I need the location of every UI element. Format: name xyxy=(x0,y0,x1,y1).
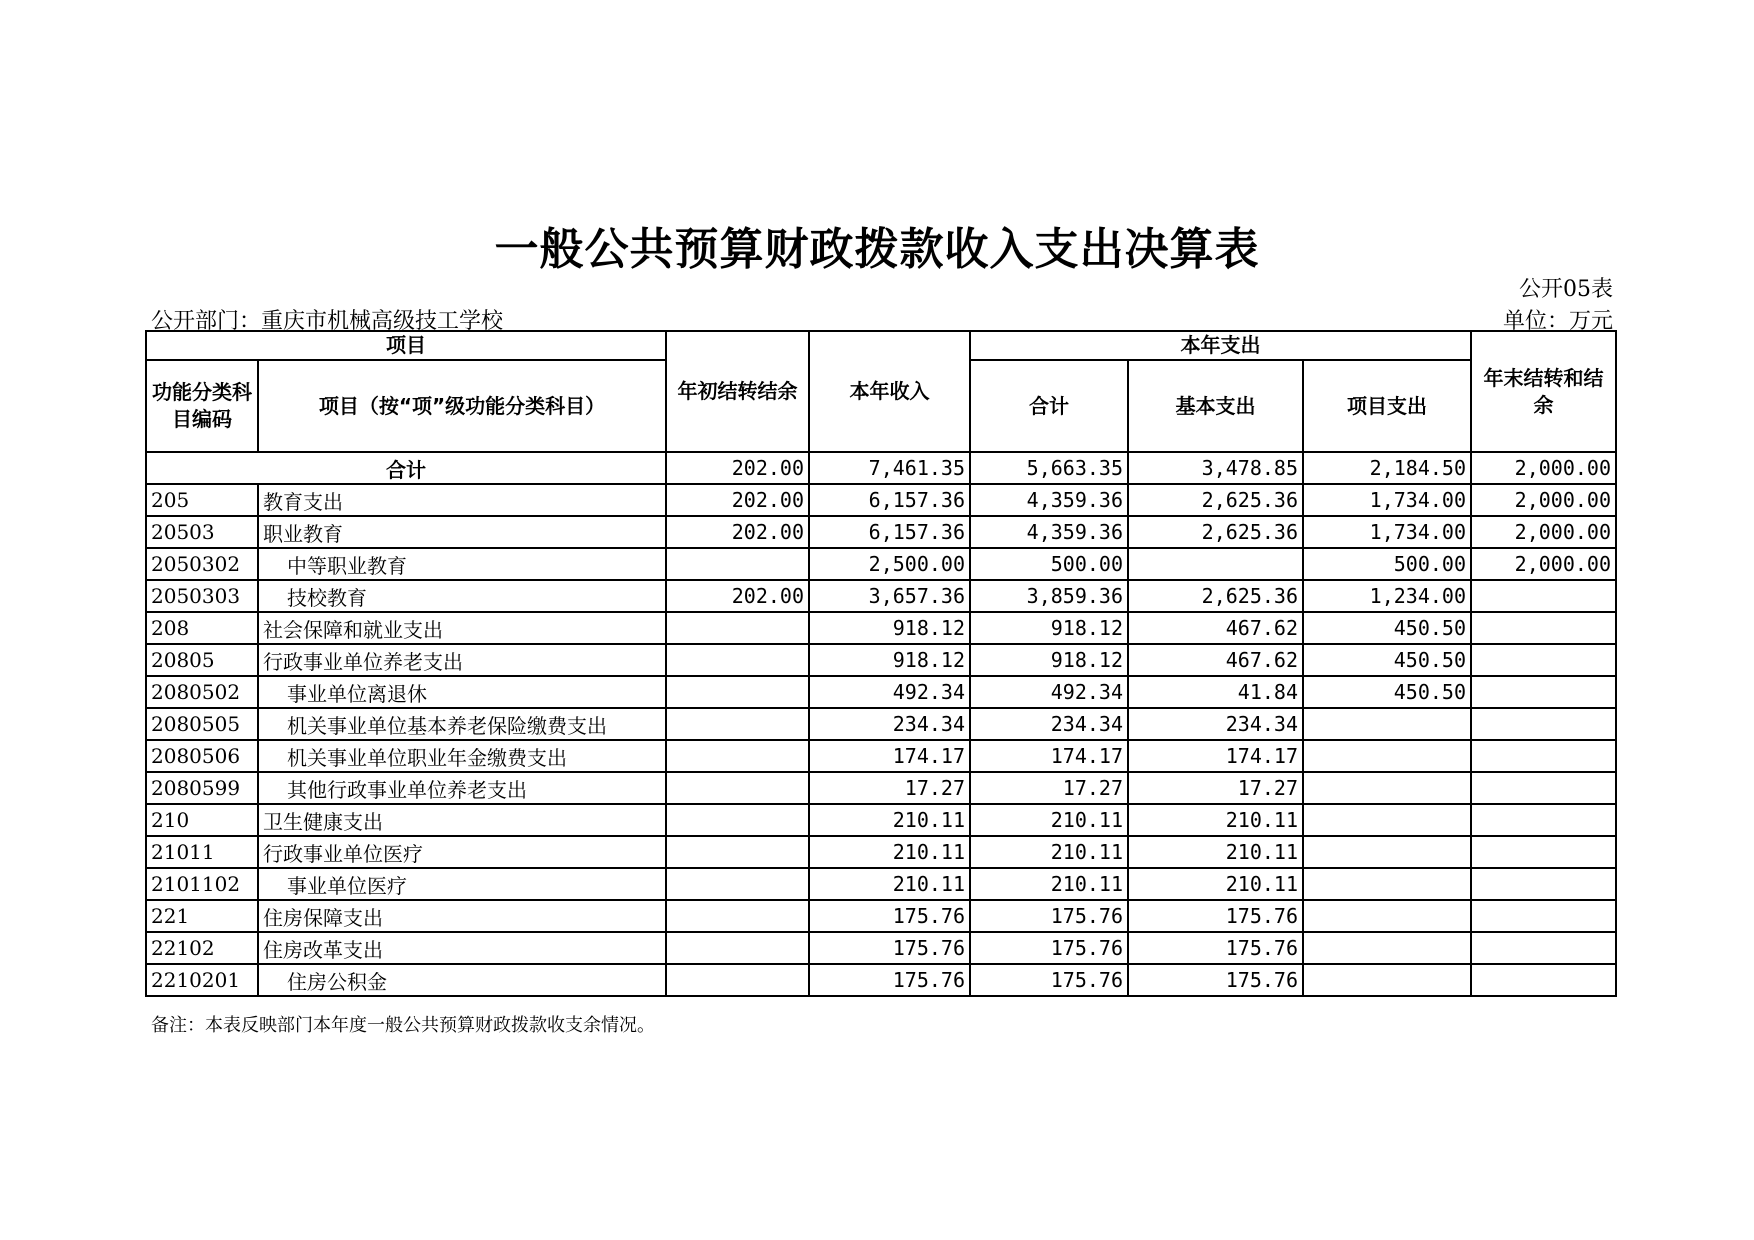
row-expense-total: 492.34 xyxy=(970,676,1128,708)
row-code: 205 xyxy=(146,484,258,516)
table-row xyxy=(146,804,1616,836)
row-basic: 210.11 xyxy=(1128,836,1303,868)
row-project xyxy=(1303,708,1471,740)
row-code: 21011 xyxy=(146,836,258,868)
row-code: 20503 xyxy=(146,516,258,548)
row-expense-total: 174.17 xyxy=(970,740,1128,772)
table-row xyxy=(146,772,1616,804)
row-carryover-begin xyxy=(666,740,809,772)
row-income: 234.34 xyxy=(809,708,970,740)
row-code: 2101102 xyxy=(146,868,258,900)
row-carryover-begin xyxy=(666,772,809,804)
row-name: 行政事业单位养老支出 xyxy=(258,644,666,676)
total-label: 合计 xyxy=(146,452,666,484)
row-code: 210 xyxy=(146,804,258,836)
row-expense-total: 17.27 xyxy=(970,772,1128,804)
row-income: 17.27 xyxy=(809,772,970,804)
row-project: 1,734.00 xyxy=(1303,484,1471,516)
table-row xyxy=(146,612,1616,644)
total-expense: 5,663.35 xyxy=(970,452,1128,484)
row-name: 卫生健康支出 xyxy=(258,804,666,836)
row-expense-total: 210.11 xyxy=(970,804,1128,836)
row-income: 918.12 xyxy=(809,612,970,644)
row-project: 450.50 xyxy=(1303,644,1471,676)
row-expense-total: 918.12 xyxy=(970,612,1128,644)
footnote: 备注：本表反映部门本年度一般公共预算财政拨款收支余情况。 xyxy=(151,1015,655,1036)
row-carryover-end: 2,000.00 xyxy=(1471,516,1616,548)
row-carryover-begin: 202.00 xyxy=(666,516,809,548)
row-project: 1,234.00 xyxy=(1303,580,1471,612)
row-basic: 234.34 xyxy=(1128,708,1303,740)
row-project: 500.00 xyxy=(1303,548,1471,580)
row-income: 175.76 xyxy=(809,964,970,996)
row-basic: 175.76 xyxy=(1128,964,1303,996)
row-code: 2080599 xyxy=(146,772,258,804)
total-carryover-begin: 202.00 xyxy=(666,452,809,484)
row-basic: 174.17 xyxy=(1128,740,1303,772)
row-basic: 41.84 xyxy=(1128,676,1303,708)
row-code: 2080506 xyxy=(146,740,258,772)
row-project xyxy=(1303,932,1471,964)
row-income: 175.76 xyxy=(809,900,970,932)
row-income: 6,157.36 xyxy=(809,484,970,516)
row-carryover-begin xyxy=(666,612,809,644)
row-carryover-end xyxy=(1471,740,1616,772)
row-project xyxy=(1303,740,1471,772)
row-carryover-begin xyxy=(666,548,809,580)
department-label: 公开部门：重庆市机械高级技工学校 xyxy=(151,309,504,334)
row-name: 事业单位医疗 xyxy=(258,868,666,900)
row-carryover-begin xyxy=(666,676,809,708)
header-func-code: 功能分类科目编码 xyxy=(146,360,258,452)
row-code: 22102 xyxy=(146,932,258,964)
table-row xyxy=(146,964,1616,996)
row-carryover-begin xyxy=(666,868,809,900)
row-basic: 2,625.36 xyxy=(1128,516,1303,548)
row-name: 机关事业单位基本养老保险缴费支出 xyxy=(258,708,666,740)
row-project: 450.50 xyxy=(1303,676,1471,708)
row-project xyxy=(1303,900,1471,932)
row-carryover-begin xyxy=(666,708,809,740)
header-project: 项目支出 xyxy=(1303,360,1471,452)
table-row xyxy=(146,740,1616,772)
row-income: 210.11 xyxy=(809,836,970,868)
row-expense-total: 175.76 xyxy=(970,964,1128,996)
row-carryover-end xyxy=(1471,580,1616,612)
row-carryover-begin: 202.00 xyxy=(666,580,809,612)
table-row xyxy=(146,708,1616,740)
header-carryover-end: 年末结转和结余 xyxy=(1471,331,1616,452)
row-name: 技校教育 xyxy=(258,580,666,612)
row-basic: 467.62 xyxy=(1128,612,1303,644)
row-name: 住房改革支出 xyxy=(258,932,666,964)
row-carryover-end xyxy=(1471,708,1616,740)
row-expense-total: 4,359.36 xyxy=(970,484,1128,516)
row-income: 174.17 xyxy=(809,740,970,772)
row-code: 221 xyxy=(146,900,258,932)
row-code: 2080505 xyxy=(146,708,258,740)
row-carryover-begin xyxy=(666,900,809,932)
row-carryover-end xyxy=(1471,644,1616,676)
row-expense-total: 3,859.36 xyxy=(970,580,1128,612)
row-name: 机关事业单位职业年金缴费支出 xyxy=(258,740,666,772)
row-code: 2050302 xyxy=(146,548,258,580)
row-carryover-end xyxy=(1471,676,1616,708)
table-row xyxy=(146,516,1616,548)
row-carryover-end: 2,000.00 xyxy=(1471,548,1616,580)
row-name: 其他行政事业单位养老支出 xyxy=(258,772,666,804)
row-name: 中等职业教育 xyxy=(258,548,666,580)
row-project xyxy=(1303,868,1471,900)
row-basic: 2,625.36 xyxy=(1128,580,1303,612)
row-income: 175.76 xyxy=(809,932,970,964)
header-carryover-begin: 年初结转结余 xyxy=(666,331,809,452)
table-row xyxy=(146,484,1616,516)
total-project: 2,184.50 xyxy=(1303,452,1471,484)
row-basic: 175.76 xyxy=(1128,932,1303,964)
row-carryover-begin: 202.00 xyxy=(666,484,809,516)
row-carryover-begin xyxy=(666,964,809,996)
row-code: 2210201 xyxy=(146,964,258,996)
row-expense-total: 500.00 xyxy=(970,548,1128,580)
total-income: 7,461.35 xyxy=(809,452,970,484)
header-item-name: 项目（按“项”级功能分类科目） xyxy=(258,360,666,452)
table-row xyxy=(146,676,1616,708)
total-basic: 3,478.85 xyxy=(1128,452,1303,484)
row-income: 210.11 xyxy=(809,804,970,836)
table-row xyxy=(146,644,1616,676)
total-carryover-end: 2,000.00 xyxy=(1471,452,1616,484)
row-code: 20805 xyxy=(146,644,258,676)
budget-table xyxy=(145,330,1617,997)
header-expense: 本年支出 xyxy=(970,331,1471,360)
row-carryover-begin xyxy=(666,804,809,836)
row-code: 2080502 xyxy=(146,676,258,708)
row-expense-total: 175.76 xyxy=(970,900,1128,932)
table-row xyxy=(146,580,1616,612)
row-income: 210.11 xyxy=(809,868,970,900)
row-expense-total: 210.11 xyxy=(970,836,1128,868)
row-income: 6,157.36 xyxy=(809,516,970,548)
table-row xyxy=(146,836,1616,868)
row-name: 行政事业单位医疗 xyxy=(258,836,666,868)
header-item: 项目 xyxy=(146,331,666,360)
row-basic: 17.27 xyxy=(1128,772,1303,804)
row-name: 事业单位离退休 xyxy=(258,676,666,708)
row-income: 918.12 xyxy=(809,644,970,676)
row-project xyxy=(1303,964,1471,996)
row-basic: 210.11 xyxy=(1128,804,1303,836)
row-expense-total: 175.76 xyxy=(970,932,1128,964)
row-expense-total: 4,359.36 xyxy=(970,516,1128,548)
row-code: 2050303 xyxy=(146,580,258,612)
row-income: 2,500.00 xyxy=(809,548,970,580)
row-carryover-end xyxy=(1471,804,1616,836)
row-project xyxy=(1303,772,1471,804)
row-carryover-end xyxy=(1471,868,1616,900)
row-expense-total: 210.11 xyxy=(970,868,1128,900)
row-carryover-begin xyxy=(666,836,809,868)
row-name: 住房保障支出 xyxy=(258,900,666,932)
row-expense-total: 234.34 xyxy=(970,708,1128,740)
row-carryover-begin xyxy=(666,644,809,676)
row-carryover-end xyxy=(1471,836,1616,868)
total-row xyxy=(146,452,1616,484)
row-name: 住房公积金 xyxy=(258,964,666,996)
row-income: 492.34 xyxy=(809,676,970,708)
row-basic: 2,625.36 xyxy=(1128,484,1303,516)
row-income: 3,657.36 xyxy=(809,580,970,612)
row-name: 职业教育 xyxy=(258,516,666,548)
form-number: 公开05表 xyxy=(1519,277,1613,302)
table-row xyxy=(146,900,1616,932)
row-project: 450.50 xyxy=(1303,612,1471,644)
row-project xyxy=(1303,836,1471,868)
row-basic: 210.11 xyxy=(1128,868,1303,900)
row-code: 208 xyxy=(146,612,258,644)
row-basic xyxy=(1128,548,1303,580)
row-project: 1,734.00 xyxy=(1303,516,1471,548)
row-expense-total: 918.12 xyxy=(970,644,1128,676)
row-basic: 467.62 xyxy=(1128,644,1303,676)
row-basic: 175.76 xyxy=(1128,900,1303,932)
table-row xyxy=(146,548,1616,580)
row-carryover-end xyxy=(1471,932,1616,964)
row-carryover-end: 2,000.00 xyxy=(1471,484,1616,516)
header-total: 合计 xyxy=(970,360,1128,452)
row-name: 教育支出 xyxy=(258,484,666,516)
row-carryover-end xyxy=(1471,612,1616,644)
row-carryover-begin xyxy=(666,932,809,964)
row-carryover-end xyxy=(1471,772,1616,804)
row-carryover-end xyxy=(1471,964,1616,996)
page-title: 一般公共预算财政拨款收入支出决算表 xyxy=(494,224,1260,275)
row-carryover-end xyxy=(1471,900,1616,932)
header-basic: 基本支出 xyxy=(1128,360,1303,452)
header-income: 本年收入 xyxy=(809,331,970,452)
row-project xyxy=(1303,804,1471,836)
row-name: 社会保障和就业支出 xyxy=(258,612,666,644)
unit-label: 单位：万元 xyxy=(1502,309,1613,334)
table-row xyxy=(146,868,1616,900)
table-row xyxy=(146,932,1616,964)
